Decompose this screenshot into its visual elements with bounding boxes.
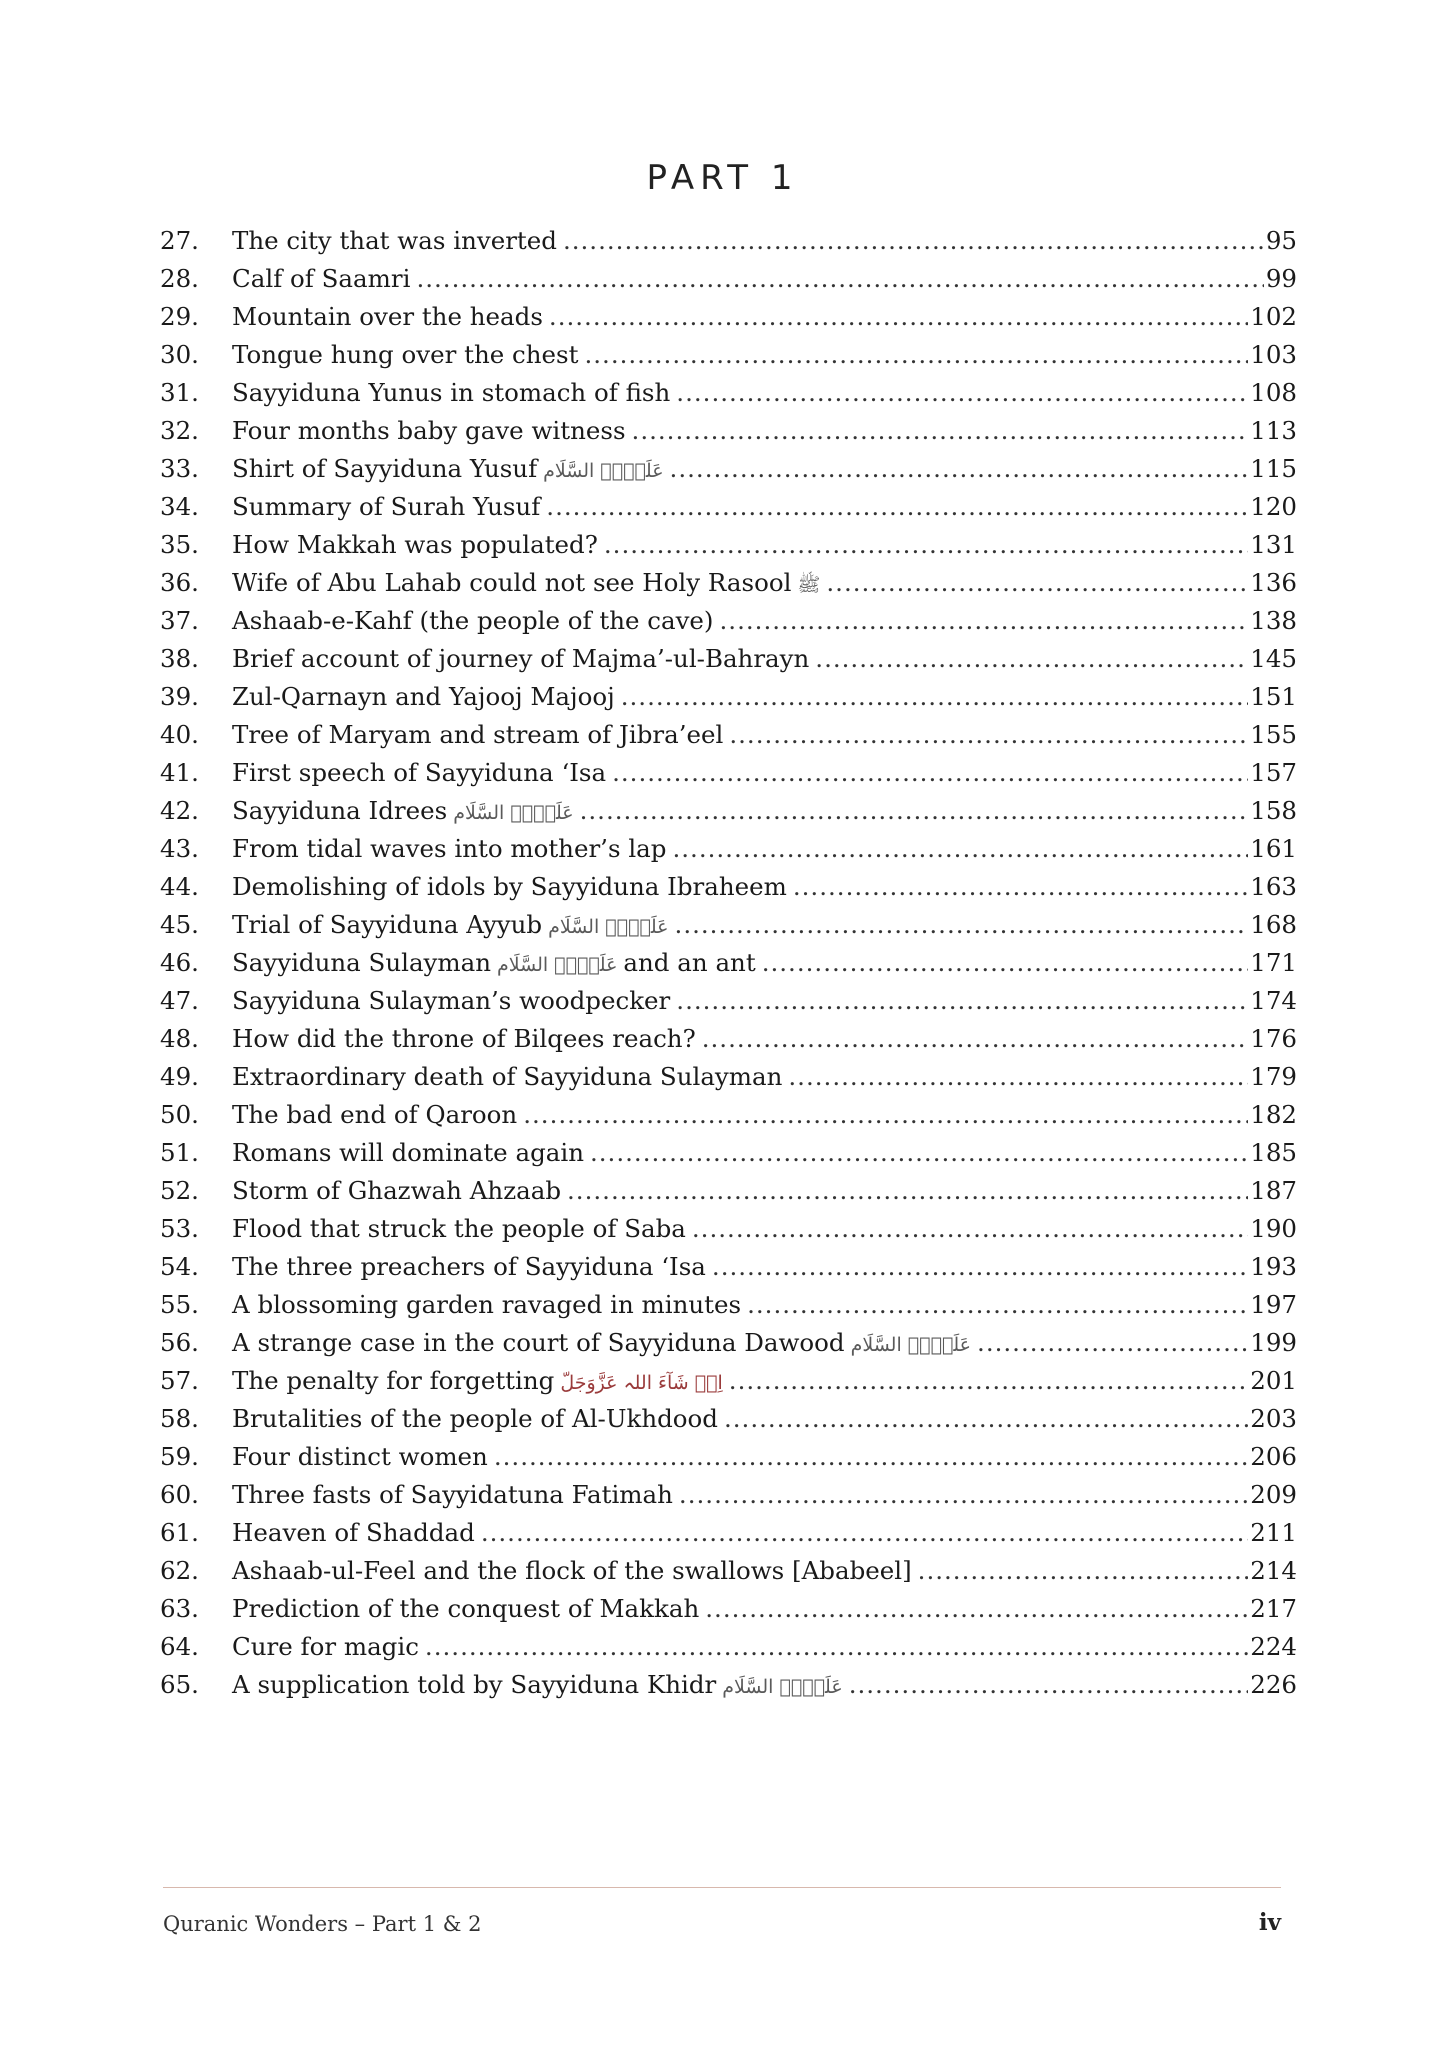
dot-leader bbox=[621, 678, 1249, 716]
dot-leader bbox=[590, 1134, 1248, 1172]
toc-entry-page: 145 bbox=[1250, 644, 1297, 673]
toc-entry-page: 187 bbox=[1250, 1176, 1297, 1205]
toc-entry bbox=[160, 640, 1297, 678]
toc-entry-page: 136 bbox=[1250, 568, 1297, 597]
toc-entry bbox=[160, 1438, 1297, 1476]
toc-entry-page: 158 bbox=[1250, 796, 1297, 825]
dot-leader bbox=[729, 1362, 1248, 1400]
toc-entry bbox=[160, 1134, 1297, 1172]
toc-entry-page: 163 bbox=[1250, 872, 1297, 901]
toc-entry-page: 157 bbox=[1250, 758, 1297, 787]
toc-entry-page: 115 bbox=[1250, 454, 1297, 483]
toc-entry-honorific: عَلَیۡہِ السَّلَام bbox=[543, 460, 664, 482]
toc-entry-page: 197 bbox=[1250, 1290, 1297, 1319]
toc-entry-page: 226 bbox=[1250, 1670, 1297, 1699]
toc-entry bbox=[160, 298, 1297, 336]
toc-entry-page: 211 bbox=[1250, 1518, 1297, 1547]
toc-entry-page: 209 bbox=[1250, 1480, 1297, 1509]
dot-leader bbox=[612, 754, 1248, 792]
toc-entry-title: Mountain over the heads bbox=[232, 302, 543, 331]
footer-book-title: Quranic Wonders – Part 1 & 2 bbox=[163, 1912, 482, 1936]
footer-page-number: iv bbox=[1258, 1909, 1281, 1936]
toc-entry-honorific: عَلَیۡہِ السَّلَام bbox=[497, 954, 618, 976]
toc-entry-title: Four months baby gave witness bbox=[232, 416, 626, 445]
toc-entry-page: 138 bbox=[1250, 606, 1297, 635]
toc-entry bbox=[160, 754, 1297, 792]
toc-entry-page: 193 bbox=[1250, 1252, 1297, 1281]
toc-entry-page: 171 bbox=[1250, 948, 1297, 977]
dot-leader bbox=[788, 1058, 1248, 1096]
toc-entry-title: How did the throne of Bilqees reach? bbox=[232, 1024, 696, 1053]
toc-entry-number: 30. bbox=[160, 340, 199, 369]
dot-leader bbox=[425, 1628, 1248, 1666]
toc-entry-title: Trial of Sayyiduna Ayyub bbox=[232, 910, 543, 939]
toc-entry bbox=[160, 1400, 1297, 1438]
toc-entry bbox=[160, 1058, 1297, 1096]
toc-entry-title-suffix: and an ant bbox=[623, 948, 756, 977]
toc-entry-title: Prediction of the conquest of Makkah bbox=[232, 1594, 700, 1623]
toc-entry bbox=[160, 336, 1297, 374]
toc-entry-page: 203 bbox=[1250, 1404, 1297, 1433]
toc-entry-title: Demolishing of idols by Sayyiduna Ibraheem bbox=[232, 872, 787, 901]
toc-entry-title: Sayyiduna Sulayman bbox=[232, 948, 492, 977]
dot-leader bbox=[563, 222, 1264, 260]
dot-leader bbox=[584, 336, 1248, 374]
dot-leader bbox=[604, 526, 1248, 564]
toc-entry-page: 95 bbox=[1265, 226, 1297, 255]
toc-entry-title: Ashaab-e-Kahf (the people of the cave) bbox=[232, 606, 714, 635]
toc-entry-page: 206 bbox=[1250, 1442, 1297, 1471]
toc-entry bbox=[160, 1286, 1297, 1324]
toc-entry-page: 224 bbox=[1250, 1632, 1297, 1661]
toc-entry-number: 54. bbox=[160, 1252, 199, 1281]
toc-entry bbox=[160, 906, 1297, 944]
dot-leader bbox=[918, 1552, 1249, 1590]
toc-entry-honorific: عَلَیۡہِ السَّلَام bbox=[548, 916, 669, 938]
toc-entry-number: 46. bbox=[160, 948, 199, 977]
toc-entry bbox=[160, 830, 1297, 868]
dot-leader bbox=[705, 1590, 1248, 1628]
toc-entry-number: 35. bbox=[160, 530, 199, 559]
toc-entry-number: 52. bbox=[160, 1176, 199, 1205]
toc-entry-title: Brutalities of the people of Al-Ukhdood bbox=[232, 1404, 718, 1433]
toc-entry-number: 62. bbox=[160, 1556, 199, 1585]
toc-entry bbox=[160, 1248, 1297, 1286]
toc-entry-number: 38. bbox=[160, 644, 199, 673]
toc-entry-page: 168 bbox=[1250, 910, 1297, 939]
toc-entry-title: Brief account of journey of Majma’-ul-Bahrayn bbox=[232, 644, 810, 673]
toc-entry-page: 113 bbox=[1250, 416, 1297, 445]
toc-entry-title: Three fasts of Sayyidatuna Fatimah bbox=[232, 1480, 673, 1509]
toc-entry-number: 47. bbox=[160, 986, 199, 1015]
toc-entry-page: 120 bbox=[1250, 492, 1297, 521]
toc-entry-number: 32. bbox=[160, 416, 199, 445]
toc-entry bbox=[160, 488, 1297, 526]
dot-leader bbox=[849, 1666, 1249, 1704]
toc-entry bbox=[160, 374, 1297, 412]
part-title: PART 1 bbox=[646, 158, 799, 198]
toc-entry bbox=[160, 450, 1297, 488]
dot-leader bbox=[712, 1248, 1248, 1286]
toc-entry bbox=[160, 1362, 1297, 1400]
toc-entry-number: 41. bbox=[160, 758, 199, 787]
toc-entry-title: Heaven of Shaddad bbox=[232, 1518, 475, 1547]
dot-leader bbox=[702, 1020, 1249, 1058]
toc-entry-page: 99 bbox=[1265, 264, 1297, 293]
dot-leader bbox=[815, 640, 1248, 678]
toc-entry-honorific: عَلَیۡہِ السَّلَام bbox=[722, 1676, 843, 1698]
toc-entry bbox=[160, 602, 1297, 640]
toc-entry bbox=[160, 222, 1297, 260]
toc-entry-title: Four distinct women bbox=[232, 1442, 488, 1471]
toc-entry bbox=[160, 412, 1297, 450]
toc-entry-title: A strange case in the court of Sayyiduna Dawood bbox=[232, 1328, 845, 1357]
toc-entry-title: Sayyiduna Idrees bbox=[232, 796, 448, 825]
toc-entry-title: Calf of Saamri bbox=[232, 264, 411, 293]
toc-entry-page: 199 bbox=[1250, 1328, 1297, 1357]
toc-entry-number: 57. bbox=[160, 1366, 199, 1395]
toc-entry-page: 161 bbox=[1250, 834, 1297, 863]
toc-entry bbox=[160, 944, 1297, 982]
toc-entry bbox=[160, 982, 1297, 1020]
toc-entry-title: A supplication told by Sayyiduna Khidr bbox=[232, 1670, 717, 1699]
toc-entry bbox=[160, 1552, 1297, 1590]
toc-entry-title: A blossoming garden ravaged in minutes bbox=[232, 1290, 742, 1319]
dot-leader bbox=[481, 1514, 1248, 1552]
toc-entry-number: 51. bbox=[160, 1138, 199, 1167]
toc-entry-honorific: عَلَیۡہِ السَّلَام bbox=[453, 802, 574, 824]
toc-entry-number: 40. bbox=[160, 720, 199, 749]
toc-entry bbox=[160, 1096, 1297, 1134]
toc-entry-honorific: ﷺ bbox=[797, 574, 821, 596]
toc-entry-title: First speech of Sayyiduna ‘Isa bbox=[232, 758, 607, 787]
toc-entry bbox=[160, 1172, 1297, 1210]
toc-entry-page: 190 bbox=[1250, 1214, 1297, 1243]
toc-entry-title: Summary of Surah Yusuf bbox=[232, 492, 541, 521]
toc-entry-page: 179 bbox=[1250, 1062, 1297, 1091]
toc-entry-page: 151 bbox=[1250, 682, 1297, 711]
toc-entry-title: Sayyiduna Sulayman’s woodpecker bbox=[232, 986, 671, 1015]
toc-entry-number: 59. bbox=[160, 1442, 199, 1471]
toc-entry bbox=[160, 1020, 1297, 1058]
toc-entry-title: The penalty for forgetting bbox=[232, 1366, 555, 1395]
toc-entry-title: Tree of Maryam and stream of Jibra’eel bbox=[232, 720, 724, 749]
toc-entry bbox=[160, 1666, 1297, 1704]
dot-leader bbox=[977, 1324, 1248, 1362]
toc-entry-title: Shirt of Sayyiduna Yusuf bbox=[232, 454, 538, 483]
toc-entry-number: 50. bbox=[160, 1100, 199, 1129]
dot-leader bbox=[670, 450, 1249, 488]
toc-entry-number: 49. bbox=[160, 1062, 199, 1091]
toc-entry-number: 60. bbox=[160, 1480, 199, 1509]
toc-entry-title: Zul-Qarnayn and Yajooj Majooj bbox=[232, 682, 615, 711]
toc-entry bbox=[160, 260, 1297, 298]
toc-entry-number: 65. bbox=[160, 1670, 199, 1699]
table-of-contents bbox=[160, 222, 1297, 1704]
toc-entry bbox=[160, 1324, 1297, 1362]
dot-leader bbox=[567, 1172, 1248, 1210]
dot-leader bbox=[523, 1096, 1248, 1134]
toc-entry-page: 182 bbox=[1250, 1100, 1297, 1129]
toc-entry-number: 53. bbox=[160, 1214, 199, 1243]
toc-entry-number: 36. bbox=[160, 568, 199, 597]
toc-entry-number: 63. bbox=[160, 1594, 199, 1623]
footer-divider bbox=[163, 1887, 1281, 1888]
toc-entry-title: Wife of Abu Lahab could not see Holy Rasool bbox=[232, 568, 792, 597]
toc-entry bbox=[160, 564, 1297, 602]
dot-leader bbox=[675, 906, 1249, 944]
toc-entry bbox=[160, 1628, 1297, 1666]
toc-entry bbox=[160, 1514, 1297, 1552]
dot-leader bbox=[676, 982, 1248, 1020]
dot-leader bbox=[676, 374, 1248, 412]
toc-entry bbox=[160, 1476, 1297, 1514]
dot-leader bbox=[494, 1438, 1248, 1476]
toc-entry-page: 155 bbox=[1250, 720, 1297, 749]
dot-leader bbox=[724, 1400, 1248, 1438]
toc-entry bbox=[160, 716, 1297, 754]
dot-leader bbox=[692, 1210, 1248, 1248]
dot-leader bbox=[826, 564, 1248, 602]
toc-entry-title: Sayyiduna Yunus in stomach of fish bbox=[232, 378, 671, 407]
toc-entry-page: 103 bbox=[1250, 340, 1297, 369]
dot-leader bbox=[720, 602, 1249, 640]
toc-entry-page: 201 bbox=[1250, 1366, 1297, 1395]
toc-entry-page: 108 bbox=[1250, 378, 1297, 407]
toc-entry-title: Romans will dominate again bbox=[232, 1138, 584, 1167]
dot-leader bbox=[580, 792, 1249, 830]
toc-entry-number: 64. bbox=[160, 1632, 199, 1661]
toc-entry-page: 185 bbox=[1250, 1138, 1297, 1167]
toc-entry bbox=[160, 868, 1297, 906]
dot-leader bbox=[762, 944, 1249, 982]
toc-entry-page: 174 bbox=[1250, 986, 1297, 1015]
toc-entry-title: Flood that struck the people of Saba bbox=[232, 1214, 686, 1243]
toc-entry-number: 39. bbox=[160, 682, 199, 711]
toc-entry-page: 214 bbox=[1250, 1556, 1297, 1585]
toc-entry-number: 37. bbox=[160, 606, 199, 635]
toc-entry-title: Cure for magic bbox=[232, 1632, 419, 1661]
toc-entry-number: 28. bbox=[160, 264, 199, 293]
toc-entry-title: The bad end of Qaroon bbox=[232, 1100, 518, 1129]
dot-leader bbox=[729, 716, 1248, 754]
toc-entry-title: How Makkah was populated? bbox=[232, 530, 598, 559]
toc-entry-number: 42. bbox=[160, 796, 199, 825]
toc-entry-page: 217 bbox=[1250, 1594, 1297, 1623]
toc-entry-page: 176 bbox=[1250, 1024, 1297, 1053]
toc-entry-number: 48. bbox=[160, 1024, 199, 1053]
toc-entry bbox=[160, 678, 1297, 716]
toc-entry-honorific: اِنۡ شَآءَ اللہ عَزَّوَجَلّ bbox=[560, 1372, 723, 1394]
toc-entry-number: 55. bbox=[160, 1290, 199, 1319]
toc-entry bbox=[160, 526, 1297, 564]
toc-entry-title: The city that was inverted bbox=[232, 226, 557, 255]
toc-entry-number: 31. bbox=[160, 378, 199, 407]
toc-entry-title: Ashaab-ul-Feel and the flock of the swallows [Ababeel] bbox=[232, 1556, 912, 1585]
toc-entry-title: The three preachers of Sayyiduna ‘Isa bbox=[232, 1252, 706, 1281]
toc-entry-page: 102 bbox=[1250, 302, 1297, 331]
toc-entry-title: Tongue hung over the chest bbox=[232, 340, 579, 369]
dot-leader bbox=[416, 260, 1263, 298]
dot-leader bbox=[549, 298, 1248, 336]
toc-entry-number: 56. bbox=[160, 1328, 199, 1357]
dot-leader bbox=[793, 868, 1248, 906]
toc-entry-number: 29. bbox=[160, 302, 199, 331]
toc-entry-page: 131 bbox=[1250, 530, 1297, 559]
toc-entry bbox=[160, 792, 1297, 830]
toc-entry-number: 43. bbox=[160, 834, 199, 863]
toc-entry-title: From tidal waves into mother’s lap bbox=[232, 834, 667, 863]
toc-entry-number: 34. bbox=[160, 492, 199, 521]
dot-leader bbox=[672, 830, 1248, 868]
toc-entry-number: 33. bbox=[160, 454, 199, 483]
toc-entry-number: 27. bbox=[160, 226, 199, 255]
dot-leader bbox=[546, 488, 1248, 526]
dot-leader bbox=[747, 1286, 1248, 1324]
toc-entry bbox=[160, 1210, 1297, 1248]
toc-entry bbox=[160, 1590, 1297, 1628]
toc-entry-number: 44. bbox=[160, 872, 199, 901]
toc-entry-number: 61. bbox=[160, 1518, 199, 1547]
toc-entry-number: 45. bbox=[160, 910, 199, 939]
toc-entry-title: Extraordinary death of Sayyiduna Sulayman bbox=[232, 1062, 783, 1091]
toc-entry-honorific: عَلَیۡہِ السَّلَام bbox=[850, 1334, 972, 1356]
toc-entry-title: Storm of Ghazwah Ahzaab bbox=[232, 1176, 562, 1205]
toc-entry-number: 58. bbox=[160, 1404, 199, 1433]
dot-leader bbox=[679, 1476, 1248, 1514]
dot-leader bbox=[632, 412, 1249, 450]
